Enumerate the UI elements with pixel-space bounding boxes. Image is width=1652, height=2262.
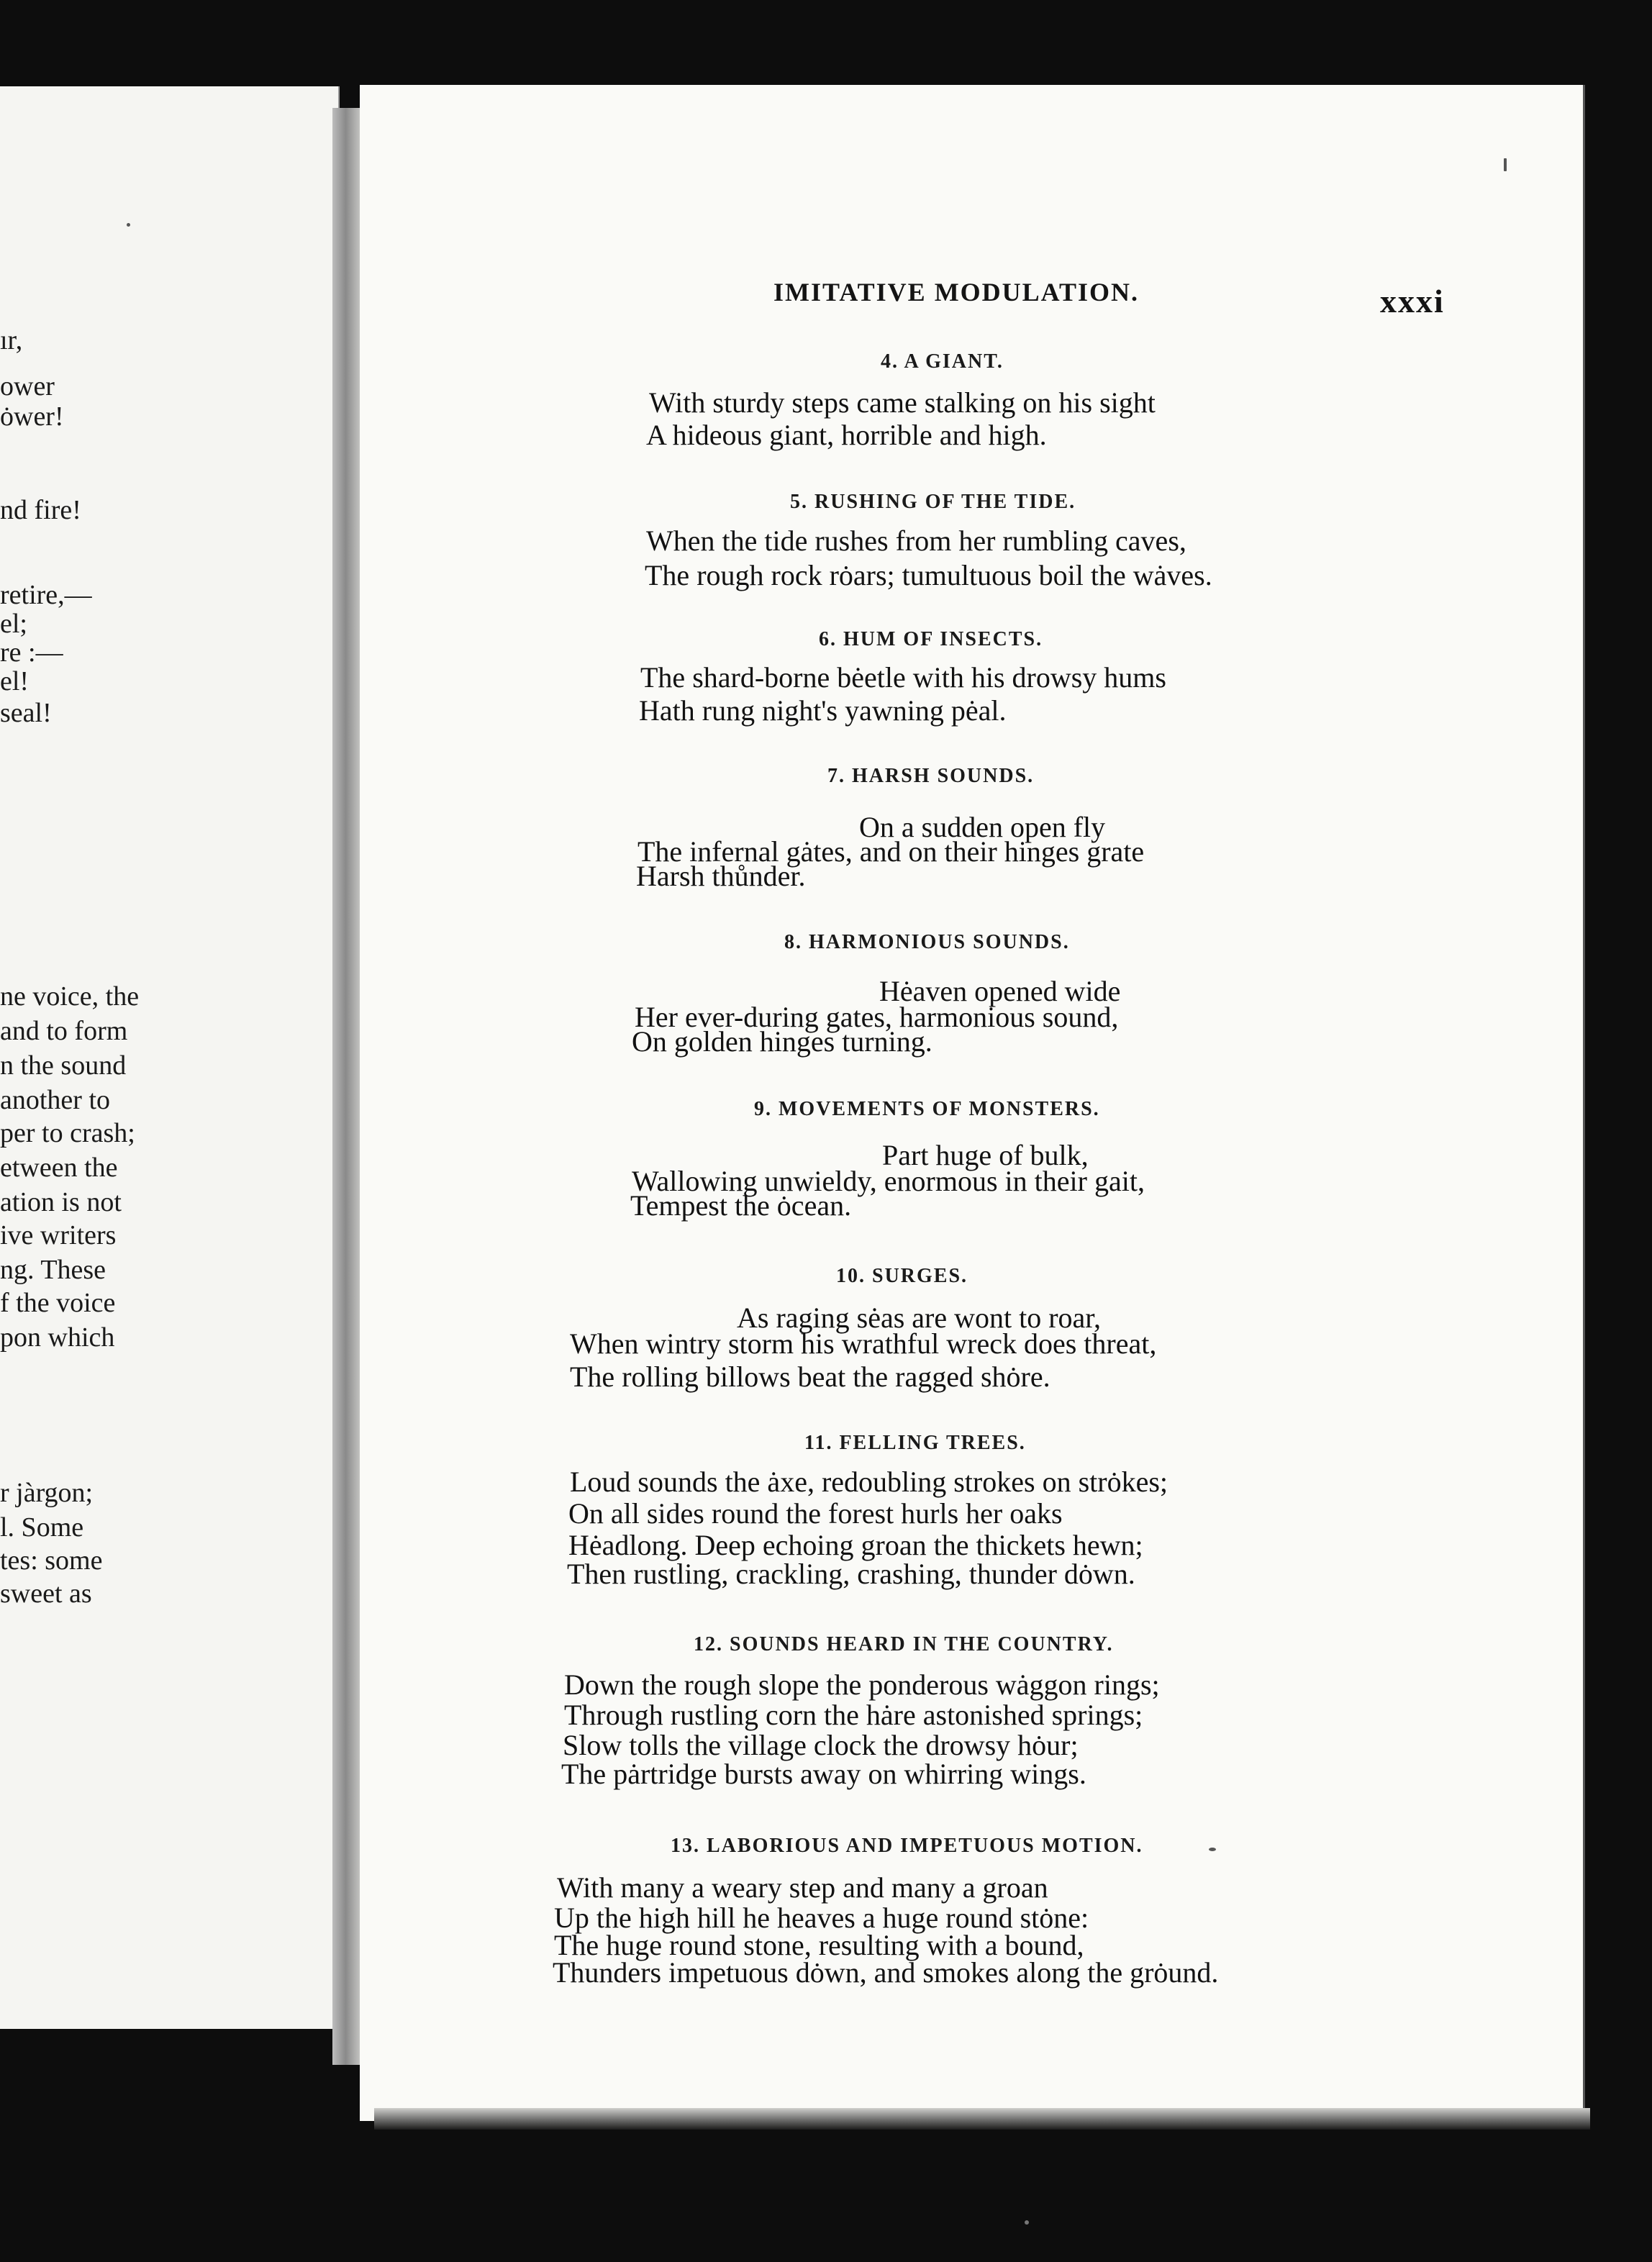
- left-fragment: f the voice: [0, 1288, 116, 1318]
- verse-line: Slow tolls the village clock the drowsy hȯur;: [563, 1729, 1079, 1761]
- scan-speck: [1025, 2220, 1029, 2225]
- verse-line: Hėaven opened wide: [879, 975, 1121, 1007]
- left-fragment: ng. These: [0, 1255, 106, 1285]
- section-title: 8. HARMONIOUS SOUNDS.: [784, 931, 1070, 953]
- section-title: 12. SOUNDS HEARD IN THE COUNTRY.: [694, 1633, 1114, 1655]
- left-fragment: el;: [0, 609, 27, 639]
- verse-line: As raging sėas are wont to roar,: [737, 1302, 1102, 1334]
- left-fragment: el!: [0, 666, 30, 696]
- left-fragment: seal!: [0, 698, 52, 728]
- left-fragment: ȯwer!: [0, 401, 64, 432]
- verse-line: The rolling billows beat the ragged shȯre.: [570, 1361, 1050, 1393]
- verse-line: Through rustling corn the hȧre astonished springs;: [564, 1699, 1143, 1731]
- scan-speck: [1504, 158, 1507, 171]
- verse-line: Hath rung night's yawning pėal.: [639, 694, 1007, 727]
- verse-line: On a sudden open fly: [859, 811, 1106, 843]
- verse-line: When wintry storm his wrathful wreck does threat,: [570, 1327, 1157, 1360]
- page-number: xxxi: [1380, 283, 1445, 319]
- verse-line: Harsh thůnder.: [636, 860, 806, 892]
- left-fragment: pon which: [0, 1322, 115, 1353]
- left-fragment: ation is not: [0, 1187, 122, 1217]
- section-title: 9. MOVEMENTS OF MONSTERS.: [754, 1098, 1100, 1120]
- running-head: IMITATIVE MODULATION.: [773, 278, 1140, 306]
- verse-line: Loud sounds the ȧxe, redoubling strokes on strȯkes;: [570, 1466, 1168, 1498]
- left-fragment: and to form: [0, 1016, 128, 1046]
- verse-line: Up the high hill he heaves a huge round stȯne:: [554, 1902, 1089, 1934]
- section-title: 6. HUM OF INSECTS.: [819, 628, 1043, 650]
- left-fragment: tes: some: [0, 1545, 103, 1576]
- section-title: 10. SURGES.: [836, 1265, 968, 1287]
- verse-line: When the tide rushes from her rumbling caves,: [646, 524, 1186, 557]
- verse-line: With many a weary step and many a groan: [557, 1871, 1048, 1904]
- left-fragment: re :—: [0, 637, 63, 668]
- verse-line: The rough rock rȯars; tumultuous boil the wȧves.: [645, 559, 1212, 591]
- verse-line: On all sides round the forest hurls her oaks: [568, 1497, 1063, 1530]
- verse-line: With sturdy steps came stalking on his sight: [649, 386, 1156, 419]
- verse-line: Then rustling, crackling, crashing, thunder dȯwn.: [567, 1558, 1135, 1590]
- verse-line: Wallowing unwieldy, enormous in their gait,: [632, 1165, 1145, 1197]
- left-fragment: nd fire!: [0, 495, 81, 525]
- verse-line: Her ever-during gates, harmonious sound,: [635, 1001, 1119, 1033]
- verse-line: Down the rough slope the ponderous wȧggon rings;: [564, 1668, 1160, 1701]
- scan-speck: [1209, 1848, 1216, 1851]
- left-page: [0, 86, 340, 2029]
- verse-line: On golden hinges turning.: [632, 1025, 932, 1058]
- page-edge-shadow: [374, 2108, 1590, 2130]
- left-fragment: n the sound: [0, 1050, 127, 1081]
- left-fragment: another to: [0, 1085, 111, 1115]
- left-fragment: per to crash;: [0, 1118, 135, 1148]
- left-fragment: ır,: [0, 325, 23, 355]
- section-title: 7. HARSH SOUNDS.: [827, 765, 1035, 787]
- verse-line: The huge round stone, resulting with a bound,: [554, 1929, 1084, 1961]
- verse-line: Part huge of bulk,: [882, 1139, 1089, 1171]
- verse-line: Hėadlong. Deep echoing groan the thickets hewn;: [568, 1529, 1143, 1561]
- scan-speck: [127, 223, 130, 227]
- section-title: 11. FELLING TREES.: [804, 1432, 1026, 1454]
- left-fragment: ne voice, the: [0, 981, 140, 1012]
- left-fragment: ower: [0, 371, 55, 401]
- left-fragment: sweet as: [0, 1579, 92, 1609]
- section-title: 4. A GIANT.: [881, 350, 1004, 373]
- verse-line: Tempest the ȯcean.: [630, 1189, 852, 1222]
- verse-line: The pȧrtridge bursts away on whirring wings.: [561, 1758, 1086, 1790]
- left-fragment: ive writers: [0, 1220, 117, 1250]
- left-fragment: retire,—: [0, 580, 92, 610]
- section-title: 5. RUSHING OF THE TIDE.: [790, 491, 1076, 513]
- verse-line: The infernal gȧtes, and on their hinges grate: [637, 835, 1145, 868]
- verse-line: Thunders impetuous dȯwn, and smokes along the grȯund.: [553, 1956, 1219, 1989]
- verse-line: The shard-borne bėetle with his drowsy hums: [640, 661, 1166, 694]
- verse-line: A hideous giant, horrible and high.: [646, 419, 1047, 451]
- left-fragment: l. Some: [0, 1512, 84, 1543]
- left-fragment: etween the: [0, 1153, 118, 1183]
- left-fragment: r jàrgon;: [0, 1478, 94, 1508]
- section-title: 13. LABORIOUS AND IMPETUOUS MOTION.: [671, 1835, 1143, 1857]
